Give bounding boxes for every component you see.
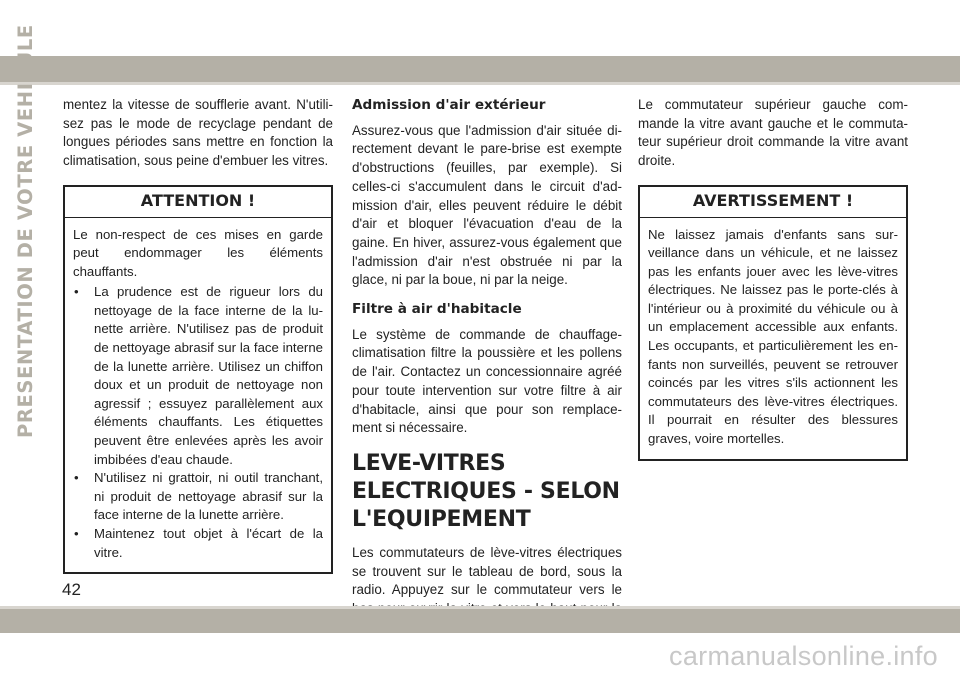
column-right [638, 96, 908, 461]
column-left [63, 96, 333, 574]
bullet-icon: • [74, 526, 79, 542]
warning-text: Ne laissez jamais d'enfants sans sur-veillance dans un véhicule, et ne laissez pas les enfants jouer avec les lève-vitres électriques. Ne laissez pas le porte-clés à l'intérieur ou à proximité du véhicule ou à un emplacement accessible aux enfants. Les occupants, et particulièrement les en-fants non surveillés, peuvent se retrouver coincés par les vitres s'ils actionnent les commutateurs des lève-vitres électriques. Il pourrait en résulter des blessures graves, voire mortelles. [648, 226, 898, 447]
header-rule [0, 82, 960, 85]
switch-paragraph: Le commutateur supérieur gauche com-mande la vitre avant gauche et le commuta-teur supérieur droit commande la vitre avant droite. [638, 97, 908, 169]
cabin-filter-text: Le système de commande de chauffage-climatisation filtre la poussière et les pollens de l'air. Contactez un concessionnaire agréé pour toute intervention sur votre filtre à air d'habitacle, ainsi que pour son remplace-ment si nécessaire. [352, 326, 622, 436]
caution-body [65, 218, 331, 573]
watermark-text: carmanualsonline.info [669, 641, 938, 671]
caution-item-text: La prudence est de rigueur lors du nettoyage de la face interne de la lu-nette arrière. N'utilisez pas de produit de nettoyage abrasif sur la face interne de la lunette arrière. Utilisez un chiffon doux et un produit de nettoyage non agressif ; essuyez parallèlement aux éléments chauffants. Les étiquettes peuvent être enlevées après les avoir imbibées d'eau chaude. [94, 284, 323, 467]
header-bar [0, 56, 960, 82]
section-side-title: PRESENTATION DE VOTRE VEHICULE [14, 24, 37, 438]
caution-item-text: Maintenez tout objet à l'écart de la vitre. [94, 526, 323, 560]
footer-bar [0, 609, 960, 633]
top-margin [0, 0, 960, 56]
outside-air-text: Assurez-vous que l'admission d'air située di-rectement devant le pare-brise est exempte d'obstructions (feuilles, par exemple). Si celles-ci s'accumulent dans le circuit d'ad-mission d'air, elles peuvent réduire le débit d'air et bloquer l'évacuation d'eau de la gaine. En hiver, assurez-vous également que l'admission d'air n'est obstruée ni par la glace, ni par la boue, ni par la neige. [352, 122, 622, 288]
power-windows-text: Les commutateurs de lève-vitres électriques se trouvent sur le tableau de bord, sous la radio. Appuyez sur le commutateur vers le [352, 544, 622, 598]
bullet-icon: • [74, 470, 79, 486]
caution-title: ATTENTION ! [65, 187, 331, 218]
outside-air-heading: Admission d'air extérieur [352, 97, 546, 113]
caution-item [73, 283, 323, 469]
caution-text: Le non-respect de ces mises en garde peut endommager les éléments chauffants. [73, 226, 323, 279]
power-windows-heading: LEVE-VITRES ELECTRIQUES - SELON L'EQUIPEMENT [352, 450, 620, 532]
bullet-icon: • [74, 284, 79, 300]
warning-body [640, 218, 906, 459]
intro-paragraph: mentez la vitesse de soufflerie avant. N'utili-sez pas le mode de recyclage pendant de longues périodes sans mettre en fonction la climatisation, sous peine d'embuer les vitres. [63, 97, 333, 169]
caution-list [73, 283, 323, 562]
page-number: 42 [62, 580, 81, 599]
caution-box [63, 185, 333, 574]
column-middle [352, 96, 622, 647]
caution-item [73, 469, 323, 525]
caution-item-text: N'utilisez ni grattoir, ni outil tranchant, ni produit de nettoyage abrasif sur la face interne de la lunette arrière. [94, 470, 323, 523]
warning-box [638, 185, 908, 461]
caution-item [73, 525, 323, 562]
warning-title: AVERTISSEMENT ! [640, 187, 906, 218]
cabin-filter-heading: Filtre à air d'habitacle [352, 301, 522, 318]
